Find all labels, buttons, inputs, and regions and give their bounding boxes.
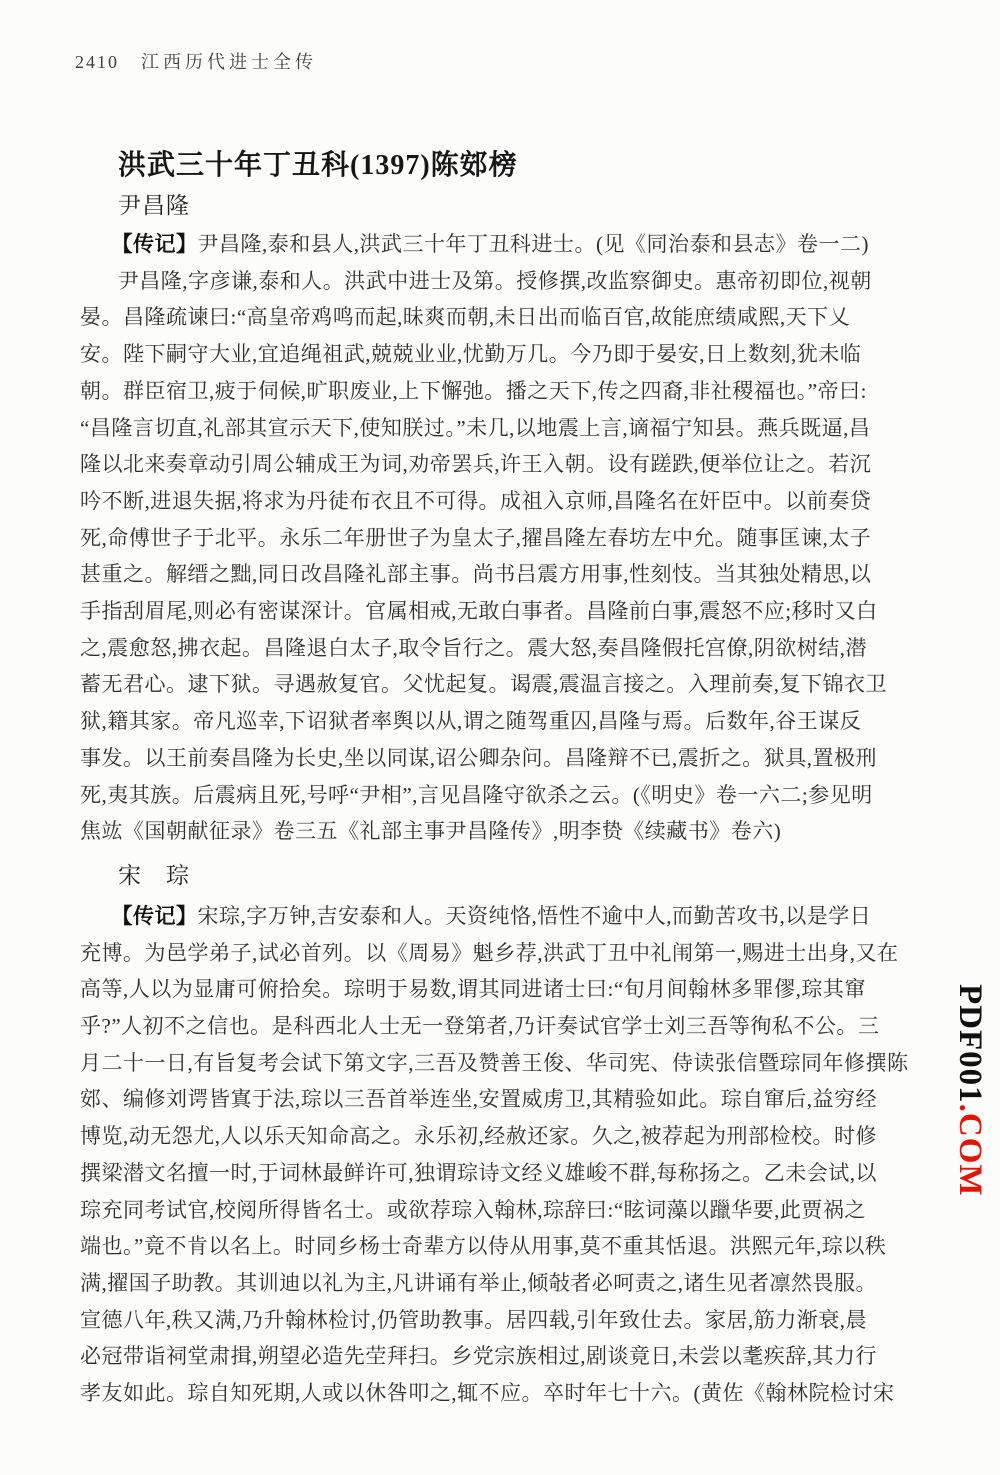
page-text-body: [80, 186, 942, 1412]
entry-name: 尹昌隆: [118, 193, 190, 218]
biography-paragraph: [80, 935, 942, 1412]
biography-line: 充博。为邑学弟子,试必首列。以《周易》魁乡荐,洪武丁丑中礼闱第一,赐进士出身,又在: [80, 940, 899, 965]
page-number: 2410: [75, 52, 119, 72]
biography-label: 【传记】: [111, 903, 198, 928]
biography-line: 狱,籍其家。帝凡巡幸,下诏狱者率舆以从,谓之随驾重囚,昌隆与焉。后数年,谷王谋反: [80, 709, 862, 734]
book-title: 江西历代进士全传: [141, 52, 317, 72]
watermark-site-name: PDF001: [952, 984, 988, 1104]
biography-label: 【传记】: [111, 232, 198, 256]
entry-song-cong: [80, 856, 942, 1412]
watermark-site-tld: .COM: [952, 1103, 988, 1197]
biography-line: 满,擢国子助教。其训迪以礼为主,凡讲诵有举止,倾敧者必呵责之,诸生见者凛然畏服。: [80, 1270, 877, 1295]
biography-line: 隆以北来奏章动引周公辅成王为词,劝帝罢兵,许王入朝。设有蹉跌,便举位让之。若沉: [80, 452, 872, 477]
biography-line: 端也。”竟不肯以名上。时同乡杨士奇辈方以侍从用事,莫不重其恬退。洪熙元年,琮以秩: [80, 1234, 887, 1259]
biography-line: 尹昌隆,字彦谦,泰和人。洪武中进士及第。授修撰,改监察御史。惠帝初即位,视朝: [117, 268, 872, 293]
running-header: [75, 48, 317, 74]
section-heading: 洪武三十年丁丑科(1397)陈䢿榜: [118, 149, 518, 181]
biography-line: 䢿、编修刘谔皆寘于法,琮以三吾首举连坐,安置威虏卫,其精验如此。琮自窜后,益穷经: [80, 1087, 877, 1112]
biography-line: 高等,人以为显庸可俯拾矣。琮明于易数,谓其同进诸士曰:“旬月间翰林多罪僇,琮其窜: [80, 977, 866, 1002]
biography-line: 手指刮眉尾,则必有密谋深计。官属相戒,无敢白事者。昌隆前白事,震怒不应;移时又白: [80, 599, 878, 624]
biography-paragraph: [80, 263, 942, 850]
watermark: [950, 984, 990, 1197]
biography-line: 必冠带诣祠堂肃揖,朔望必造先茔拜扫。乡党宗族相过,剧谈竟日,未尝以耄疾辞,其力行: [80, 1344, 877, 1369]
biography-line: 吟不断,进退失据,将求为丹徒布衣且不可得。成祖入京师,昌隆名在奸臣中。以前奏贷: [80, 488, 872, 513]
biography-line: 甚重之。解缙之黜,同日改昌隆礼部主事。尚书吕震方用事,性刻忮。当其独处精思,以: [80, 562, 872, 587]
biography-line: 琮充同考试官,校阅所得皆名士。或欲荐琮入翰林,琮辞曰:“眩词藻以躐华要,此贾祸之: [80, 1197, 866, 1222]
biography-line: “昌隆言切直,礼部其宣示天下,使知朕过。”未几,以地震上言,谪福宁知县。燕兵既逼,昌: [80, 415, 871, 440]
biography-line: 之,震愈怒,拂衣起。昌隆退白太子,取令旨行之。震大怒,奏昌隆假托宫僚,阴欲树结,潜: [80, 635, 867, 660]
biography-line: 月二十一日,有旨复考会试下第文字,三吾及赞善王俊、华司宪、侍读张信暨琮同年修撰陈: [80, 1050, 909, 1075]
biography-intro-line: [80, 226, 942, 263]
biography-line: 孝友如此。琮自知死期,人或以休咎叩之,辄不应。卒时年七十六。(黄佐《翰林院检讨宋: [80, 1381, 895, 1406]
biography-line: 乎?”人初不之信也。是科西北人士无一登第者,乃讦奏试官学士刘三吾等徇私不公。三: [80, 1014, 880, 1039]
biography-line: 博览,动无怨尤,人以乐天知命高之。永乐初,经赦还家。久之,被荐起为刑部检校。时修: [80, 1124, 877, 1149]
biography-line: 朝。群臣宿卫,疲于伺候,旷职废业,上下懈弛。播之天下,传之四裔,非社稷福也。”帝曰:: [80, 378, 867, 403]
biography-line: 安。陛下嗣守大业,宜追绳祖武,兢兢业业,忧勤万几。今乃即于晏安,日上数刻,犹未临: [80, 342, 862, 367]
biography-line: 宣德八年,秩又满,乃升翰林检讨,仍管助教事。居四载,引年致仕去。家居,筋力渐衰,晨: [80, 1307, 867, 1332]
biography-line: 焦竑《国朝献征录》卷三五《礼部主事尹昌隆传》,明李贽《续藏书》卷六): [80, 819, 782, 844]
biography-line: 死,命傅世子于北平。永乐二年册世子为皇太子,擢昌隆左春坊左中允。随事匡谏,太子: [80, 525, 872, 550]
biography-line: 撰梁潜文名擅一时,于词林最鲜许可,独谓琮诗文经义雄峻不群,每称扬之。乙未会试,以: [80, 1160, 877, 1185]
biography-line: 事发。以王前奏昌隆为长史,坐以同谋,诏公卿杂问。昌隆辩不已,震折之。狱具,置极刑: [80, 745, 877, 770]
biography-intro: 宋琮,字万钟,吉安泰和人。天资纯恪,悟性不逾中人,而勤苦攻书,以是学日: [197, 903, 872, 928]
biography-line: 蓄无君心。逮下狱。寻遇赦复官。父忧起复。谒震,震温言接之。入理前奏,复下锦衣卫: [80, 672, 887, 697]
biography-line: 晏。昌隆疏谏曰:“高皇帝鸡鸣而起,昧爽而朝,未日出而临百官,故能庶绩咸熙,天下乂: [80, 305, 851, 330]
biography-intro-line: [80, 898, 942, 935]
biography-intro: 尹昌隆,泰和县人,洪武三十年丁丑科进士。(见《同治泰和县志》卷一二): [197, 232, 869, 256]
entry-name: 宋 琮: [118, 862, 190, 888]
entry-yin-changlong: [80, 186, 942, 850]
biography-line: 死,夷其族。后震病且死,号呼“尹相”,言见昌隆守欲杀之云。(《明史》卷一六二;参见明: [80, 782, 873, 807]
